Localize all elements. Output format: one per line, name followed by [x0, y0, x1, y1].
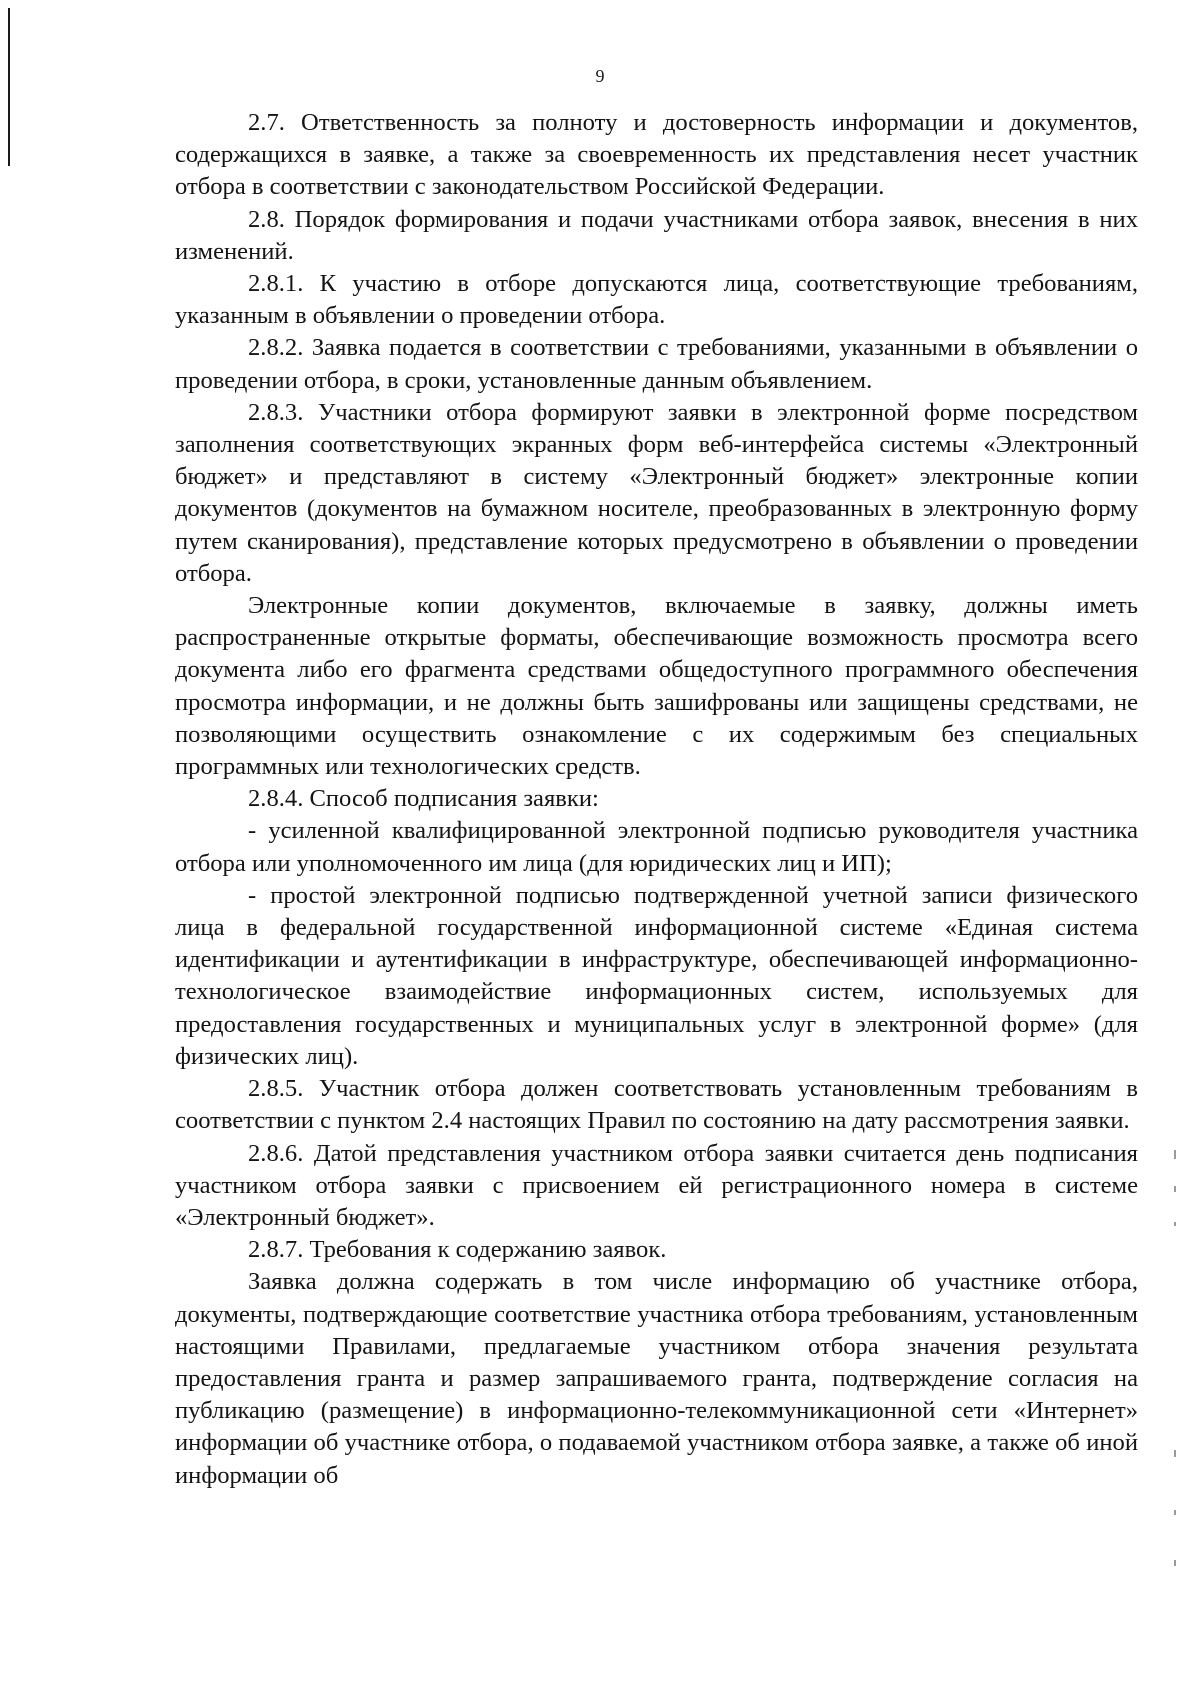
scan-speck	[1174, 1186, 1176, 1192]
paragraph-2-8-3: 2.8.3. Участники отбора формируют заявки в электронной форме посредством заполнения соответствующих экранных форм веб-интерфейса системы «Электронный бюджет» и представляют в систему «Электронный бюджет» электронные копии документов (документов на бумажном носителе, преобразованных в электронную форму путем сканирования), представление которых предусмотрено в объявлении о проведении отбора.	[175, 398, 1138, 587]
document-body	[175, 107, 1138, 1492]
scan-noise-marks	[1174, 1150, 1178, 1570]
page-number: 9	[595, 66, 605, 86]
paragraph-2-8-7: 2.8.7. Требования к содержанию заявок.	[248, 1236, 667, 1264]
scan-speck	[1174, 1450, 1176, 1457]
list-item-qualified-signature: - усиленной квалифицированной электронной подписью руководителя участника отбора или уполномоченного им лица (для юридических лиц и ИП);	[175, 817, 1138, 877]
scan-speck	[1174, 1150, 1176, 1159]
paragraph-application-content: Заявка должна содержать в том числе информацию об участнике отбора, документы, подтверждающие соответствие участника отбора требованиям, установленным настоящими Правилами, предлагаемые участником отбора значения результата предоставления гранта и размер запрашиваемого гранта, подтверждение согласия на публикацию (размещение) в информационно-телекоммуникационной сети «Интернет» информации об участнике отбора, о подаваемой участником отбора заявке, а также об иной информации об	[175, 1268, 1138, 1489]
paragraph-2-8-2: 2.8.2. Заявка подается в соответствии с требованиями, указанными в объявлении о проведении отбора, в сроки, установленные данным объявлением.	[175, 334, 1138, 394]
list-item-simple-signature: - простой электронной подписью подтвержденной учетной записи физического лица в федеральной государственной информационной системе «Единая система идентификации и аутентификации в инфраструктуре, обеспечивающей информационно-технологическое взаимодействие информационных систем, используемых для предоставления государственных и муниципальных услуг в электронной форме» (для физических лиц).	[175, 881, 1138, 1070]
paragraph-2-8-5: 2.8.5. Участник отбора должен соответствовать установленным требованиям в соответствии с пунктом 2.4 настоящих Правил по состоянию на дату рассмотрения заявки.	[175, 1075, 1138, 1135]
paragraph-2-8-6: 2.8.6. Датой представления участником отбора заявки считается день подписания участником отбора заявки с присвоением ей регистрационного номера в системе «Электронный бюджет».	[175, 1139, 1138, 1231]
scan-edge-line	[8, 8, 10, 166]
paragraph-2-8-4: 2.8.4. Способ подписания заявки:	[248, 785, 599, 813]
scan-speck	[1174, 1222, 1176, 1226]
scan-speck	[1174, 1510, 1176, 1515]
paragraph-2-7: 2.7. Ответственность за полноту и достоверность информации и документов, содержащихся в заявке, а также за своевременность их представления несет участник отбора в соответствии с законодательством Российской Федерации.	[175, 109, 1138, 201]
paragraph-2-8: 2.8. Порядок формирования и подачи участниками отбора заявок, внесения в них изменений.	[175, 205, 1138, 265]
paragraph-electronic-copies: Электронные копии документов, включаемые в заявку, должны иметь распространенные открытые форматы, обеспечивающие возможность просмотра всего документа либо его фрагмента средствами общедоступного программного обеспечения просмотра информации, и не должны быть зашифрованы или защищены средствами, не позволяющими осуществить ознакомление с их содержимым без специальных программных или технологических средств.	[175, 592, 1138, 781]
scan-speck	[1174, 1560, 1176, 1566]
paragraph-2-8-1: 2.8.1. К участию в отборе допускаются лица, соответствующие требованиям, указанным в объявлении о проведении отбора.	[175, 270, 1138, 330]
